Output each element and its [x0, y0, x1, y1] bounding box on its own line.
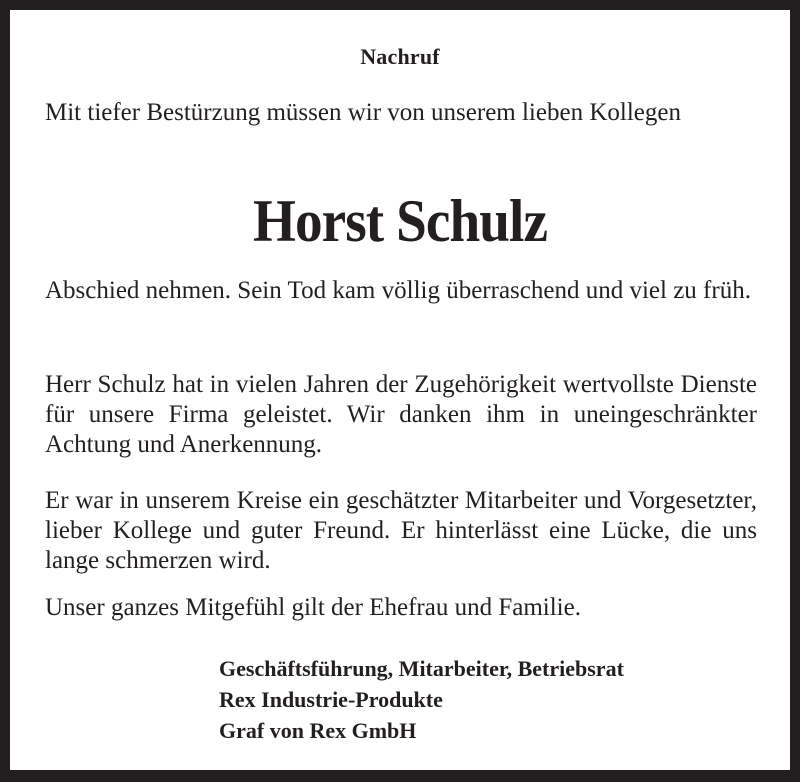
- signature-line-company: Rex Industrie-Produkte: [219, 687, 443, 712]
- obituary-notice: [10, 10, 790, 770]
- paragraph-service: Herr Schulz hat in vielen Jahren der Zugehörigkeit wertvollste Dienste für unsere Firma geleistet. Wir danken ihm in uneingeschränkter Achtung und Anerkennung.: [45, 371, 757, 458]
- signature-block: [219, 653, 624, 746]
- signature-line-management: Geschäftsführung, Mitarbeiter, Betriebsrat: [219, 656, 624, 681]
- deceased-name: Horst Schulz: [252, 188, 548, 254]
- notice-heading: Nachruf: [360, 44, 440, 69]
- paragraph-farewell: Abschied nehmen. Sein Tod kam völlig überraschend und viel zu früh.: [45, 277, 751, 304]
- paragraph-colleague: Er war in unserem Kreise ein geschätzter Mitarbeiter und Vorgesetzter, lieber Kollege und guter Freund. Er hinterlässt eine Lücke, die uns lange schmerzen wird.: [45, 487, 757, 574]
- paragraph-condolence: Unser ganzes Mitgefühl gilt der Ehefrau und Familie.: [45, 594, 581, 621]
- signature-line-gmbh: Graf von Rex GmbH: [219, 718, 417, 743]
- intro-text: Mit tiefer Bestürzung müssen wir von unserem lieben Kollegen: [45, 99, 681, 126]
